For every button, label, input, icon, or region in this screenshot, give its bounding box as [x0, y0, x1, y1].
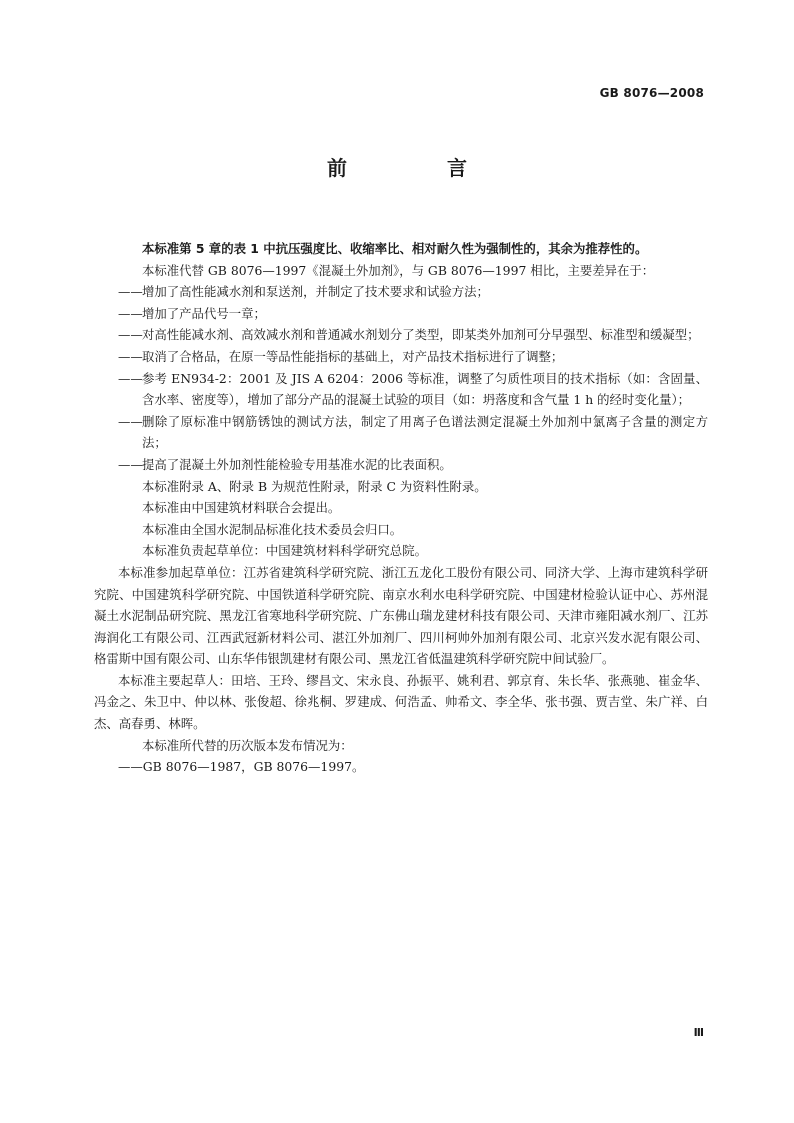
list-item-text: 对高性能减水剂、高效减水剂和普通减水剂划分了类型，即某类外加剂可分早强型、标准型和缓凝型；: [142, 327, 700, 343]
dash-marker: ——: [118, 348, 143, 364]
list-item-text: 提高了混凝土外加剂性能检验专用基准水泥的比表面积。: [142, 456, 452, 472]
dash-marker: ——: [118, 456, 143, 472]
dash-marker: ——: [118, 284, 143, 300]
list-item: [118, 346, 708, 368]
dash-marker: ——: [118, 327, 143, 343]
dash-marker: ——: [118, 413, 143, 429]
annex-statement: 本标准附录 A、附录 B 为规范性附录，附录 C 为资料性附录。: [142, 478, 487, 494]
list-item-text: 删除了原标准中钢筋锈蚀的测试方法，制定了用离子色谱法测定混凝土外加剂中氯离子含量的测定方法；: [142, 413, 708, 451]
page-title: 前 言: [327, 156, 507, 180]
list-item: [118, 411, 708, 454]
list-item: [118, 324, 708, 346]
participating-units-statement: 本标准参加起草单位：江苏省建筑科学研究院、浙江五龙化工股份有限公司、同济大学、上海市建筑科学研究院、中国建筑科学研究院、中国铁道科学研究院、南京水利水电科学研究院、中国建材检验认证中心、苏州混凝土水泥制品研究院、黑龙江省寒地科学研究院、广东佛山瑞龙建材科技有限公司、天津市雍阳减水剂厂、江苏海润化工有限公司、江西武冠新材料公司、湛江外加剂厂、四川柯帅外加剂有限公司、北京兴发水泥有限公司、格雷斯中国有限公司、山东华伟银凯建材有限公司、黑龙江省低温建筑科学研究院中间试验厂。: [94, 564, 708, 667]
dash-marker: ——: [118, 305, 143, 321]
list-item-text: 增加了高性能减水剂和泵送剂，并制定了技术要求和试验方法；: [142, 284, 489, 300]
list-item-text: 取消了合格品，在原一等品性能指标的基础上，对产品技术指标进行了调整；: [142, 348, 564, 364]
list-item: [118, 281, 708, 303]
list-item: [118, 303, 708, 325]
proposed-by-statement: 本标准由中国建筑材料联合会提出。: [142, 500, 341, 516]
managed-by-statement: 本标准由全国水泥制品标准化技术委员会归口。: [142, 521, 403, 537]
list-item: [118, 368, 708, 411]
history-intro-statement: 本标准所代替的历次版本发布情况为：: [142, 737, 353, 753]
drafters-statement: 本标准主要起草人：田培、王玲、缪昌文、宋永良、孙振平、姚利君、郭京育、朱长华、张燕驰、崔金华、冯金之、朱卫中、仲以林、张俊超、徐兆桐、罗建成、何浩孟、帅希文、李全华、张书强、贾吉堂、朱广祥、白杰、高春勇、林晖。: [94, 672, 708, 732]
foreword-content: [94, 238, 708, 778]
changes-list: [118, 281, 708, 475]
replaces-statement: 本标准代替 GB 8076—1997《混凝土外加剂》，与 GB 8076—1997 相比，主要差异在于：: [142, 262, 655, 278]
list-item: [118, 454, 708, 476]
mandatory-statement: 本标准第 5 章的表 1 中抗压强度比、收缩率比、相对耐久性为强制性的，其余为推荐性的。: [142, 241, 648, 256]
list-item-text: 增加了产品代号一章；: [142, 305, 266, 321]
history-statement: ——GB 8076—1987，GB 8076—1997。: [118, 759, 365, 775]
list-item-text: 参考 EN934-2：2001 及 JIS A 6204：2006 等标准，调整了匀质性项目的技术指标（如：含固量、含水率、密度等），增加了部分产品的混凝土试验的项目（如：坍落度和含气量 1 h 的经时变化量）；: [142, 370, 708, 408]
drafting-unit-statement: 本标准负责起草单位：中国建筑材料科学研究总院。: [142, 543, 427, 559]
dash-marker: ——: [118, 370, 143, 386]
standard-number: GB 8076—2008: [599, 86, 704, 100]
page-number: Ⅲ: [693, 1026, 704, 1039]
